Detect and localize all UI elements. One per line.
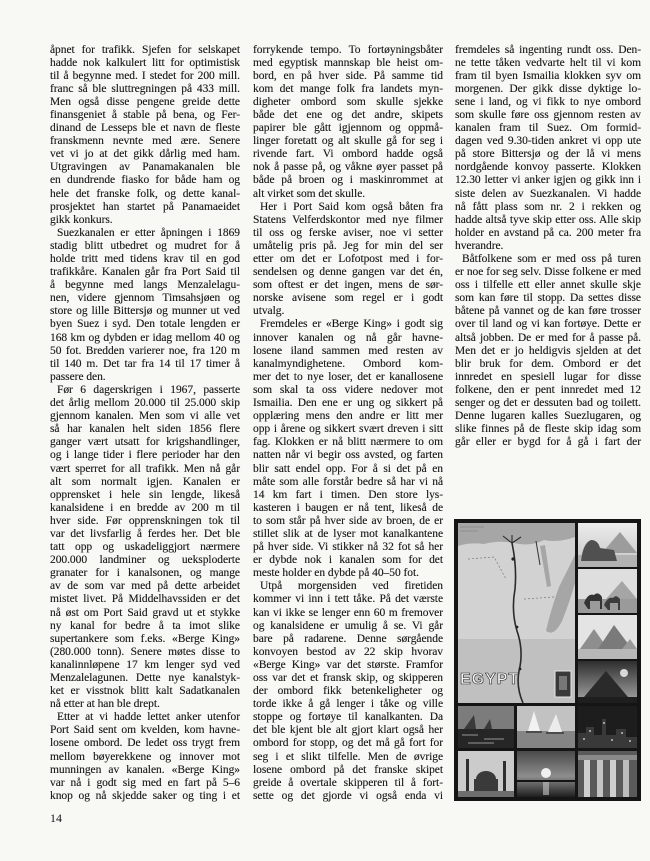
text-line: holder en avstand på ca. 200 meter fra xyxy=(455,226,641,239)
text-line: rivende fart. Vi ombord hadde også xyxy=(253,148,443,161)
text-line: til å begynne med. I stedet for 200 mill. xyxy=(50,69,240,82)
collage-graphic xyxy=(454,519,641,801)
text-line: så har kanalen helt siden 1856 flere xyxy=(50,423,240,436)
text-line: kanalsidene i en bredde av 200 m til xyxy=(50,501,240,514)
text-line: morgenen. Der gikk disse dyktige lo- xyxy=(455,82,641,95)
text-line: som oftest er det ingen, mens de sør- xyxy=(253,279,443,292)
text-line: (280.000 tonn). Senere møtes disse to xyxy=(50,645,240,658)
text-line: opplæring mens den andre er litt mer xyxy=(253,410,443,423)
text-line: meste holder en dybde på 40–50 fot. xyxy=(253,567,419,580)
text-line: båtene på vannet og de kan føre trosser xyxy=(455,305,641,318)
text-line: slike finnes på de fleste skip idag som xyxy=(455,423,641,436)
text-line: nordgående konvoy passerte. Klokken xyxy=(455,161,641,174)
paragraph xyxy=(455,253,641,449)
photo-pyramids xyxy=(578,615,637,659)
text-line: hverandre. xyxy=(455,239,504,252)
column-2 xyxy=(253,44,443,803)
text-line: kommer vi inn i tett tåke. På det værste xyxy=(253,593,443,606)
text-line: ganger vært utsatt for krigshandlinger, xyxy=(50,436,240,449)
text-line: sendelsen og denne gangen var det én, xyxy=(253,266,443,279)
text-line: stoppe og fortøye til kanalkanten. Da xyxy=(253,711,443,724)
text-line: fremdeles så ingenting rundt oss. Den- xyxy=(455,43,641,56)
text-line: 200.000 landminer og ueksploderte xyxy=(50,554,240,567)
text-line: digheter ombord som skulle sjekke xyxy=(253,95,443,108)
text-line: Suezkanalen er etter åpningen i 1869 xyxy=(57,226,240,239)
paragraph xyxy=(253,201,443,319)
egypt-map xyxy=(458,523,575,703)
text-line: hver side. Før opprenskningen tok til xyxy=(50,514,240,527)
text-line: granater for i kanalsonen, og mange xyxy=(50,567,240,580)
text-line: mer det to nye loser, det er kanallosene xyxy=(253,370,443,383)
text-line: oss i tilfelle ett eller annet skulle skje xyxy=(455,279,641,292)
text-line: mistet livet. På Middelhavssiden er det xyxy=(50,593,240,606)
text-line: umåtelig pris på. Jeg for min del ser xyxy=(253,239,443,252)
text-line: munningen av kanalen. «Berge King» xyxy=(50,763,240,776)
column-3 xyxy=(455,44,641,450)
text-line: måte som alle forstår bedre så har vi nå xyxy=(253,475,443,488)
text-line: stillet slik at de lyser mot kanalkantene xyxy=(253,527,443,540)
text-line: nen, videre gjennom Timsahsjøen og xyxy=(50,292,240,305)
text-line: det ble kjent ble alt gjort klart også her xyxy=(253,724,443,737)
text-line: losene ombord. De ledet oss trygt frem xyxy=(50,737,240,750)
text-line: både på broen og i maskinrommet at xyxy=(253,174,443,187)
text-line: å begynne med langs Menzalelagu- xyxy=(50,279,240,292)
text-line: losene ombord på det franske skipet xyxy=(253,763,443,776)
text-line: linger foretatt og alt skulle gå for seg i xyxy=(253,135,443,148)
text-line: franskmenn nevnte med ære. Senere xyxy=(50,135,240,148)
text-line: dinand de Lesseps ble et navn de fleste xyxy=(50,122,240,135)
paragraph xyxy=(50,227,240,384)
photo-sunset xyxy=(517,751,575,797)
text-line: passere den. xyxy=(50,370,106,383)
text-line: blir bruk for dem. Ombord er det xyxy=(455,357,641,370)
text-line: sene i land, og vi fikk to nye ombord xyxy=(455,95,641,108)
text-line: dagen ved 9.30-tiden ankret vi opp ute xyxy=(455,135,641,148)
text-line: innover kanalen og nå går havne- xyxy=(253,331,443,344)
text-line: gjennom kanalen. Men som vi alle vet xyxy=(50,410,240,423)
text-line: det årlig mellom 20.000 til 25.000 skip xyxy=(50,397,240,410)
text-line: bord, en på hver side. På samme tid xyxy=(253,69,443,82)
text-line: kan vi ikke se lenger enn 60 m fremover xyxy=(253,606,443,619)
text-line: vet vi jo at det gikk dårlig med ham. xyxy=(50,148,240,161)
text-line: Utpå morgensiden ved firetiden xyxy=(260,580,443,593)
text-line: etter om det er Lofotpost med i for- xyxy=(253,253,443,265)
text-line: vært sperret for all trafikk. Men nå går xyxy=(50,462,240,475)
text-line: «Berge King» var det største. Framfor xyxy=(253,658,443,671)
text-line: folkene, den er pent innredet med 12 xyxy=(455,383,641,396)
text-line: Menzalelagunen. Dette nye kanalstyk- xyxy=(50,672,240,684)
text-line: nå øst om Port Said gravd ut et stykke xyxy=(50,606,240,619)
text-line: alt som normalt igjen. Kanalen er xyxy=(50,475,240,488)
text-line: utvalg. xyxy=(253,305,285,318)
text-line: er noe for seg selv. Disse folkene er med xyxy=(455,266,641,279)
paragraph xyxy=(455,44,641,254)
photo-mosque xyxy=(458,751,514,797)
photo-city-night xyxy=(578,706,637,748)
text-line: store og lille Bittersjø og munner ut ved xyxy=(50,305,240,318)
text-line: kanalmyndighetene. Ombord kom- xyxy=(253,357,443,370)
photo-pyramid-dusk xyxy=(578,661,637,703)
text-line: mellom bøyerekkene og innover mot xyxy=(50,750,240,763)
text-line: franc så ble sluttregningen på 433 mill. xyxy=(50,82,240,95)
text-line: kanalinnløpene 17 km lenger syd ved xyxy=(50,658,240,671)
text-line: supertankere som f.eks. «Berge King» xyxy=(50,632,240,645)
text-line: Fremdeles er «Berge King» i godt sig xyxy=(260,318,443,331)
text-line: går eller er bygd for å gå i fart der xyxy=(455,436,641,449)
text-line: over til land og vi kan fortøye. Dette er xyxy=(455,318,641,331)
text-line: av de som var med på dette arbeidet xyxy=(50,580,240,593)
text-line: nok å passe på, og våkne øyer passet på xyxy=(253,161,443,174)
photo-sphinx xyxy=(578,523,637,567)
text-line: til oss og ferske aviser, noe vi setter xyxy=(253,226,443,239)
text-line: oss var det et fransk skip, og skipperen xyxy=(253,672,443,684)
text-line: Her i Port Said kom også båten fra xyxy=(260,200,443,213)
text-line: gikk konkurs. xyxy=(50,213,113,226)
text-line: og i lange tider i flere perioder har den xyxy=(50,449,240,462)
text-line: var nå i godt sig med en fart på 5–6 xyxy=(50,776,240,789)
text-line: Men det er jo heldigvis sjelden at det xyxy=(455,344,641,357)
text-line: der ombord fikk betenkeligheter og xyxy=(253,685,443,698)
text-line: finansgeniet å stable på bena, og Fer- xyxy=(50,108,240,121)
text-line: og kanalsidene er umulig å se. Vi går xyxy=(253,619,443,632)
text-line: på store Bittersjø og der lå vi mens xyxy=(455,148,641,161)
text-line: hadde nok kalkulert litt for optimistisk xyxy=(50,56,240,69)
text-line: Men også disse pengene greide dette xyxy=(50,95,240,108)
text-line: kanalen fram til Suez. Om formid- xyxy=(455,122,641,135)
text-line: prosjektet han startet på Panamaeidet xyxy=(50,200,240,213)
text-line: opp i årene og sikkert svært dreven i sitt xyxy=(253,423,443,436)
text-line: papirer ble gått igjennom og oppmå- xyxy=(253,122,443,135)
text-line: Statens Velferdskontor med nye filmer xyxy=(253,213,443,226)
text-line: en dundrende fiasko for både ham og xyxy=(50,174,240,187)
text-line: alt virket som det skulle. xyxy=(253,187,366,200)
text-line: som skulle føre oss gjennom resten av xyxy=(455,108,641,121)
text-line: trafikkåre. Kanalen går fra Port Said til xyxy=(50,266,240,279)
text-line: ny kanal for bedre å ta imot slike xyxy=(50,619,240,632)
text-line: Båtfolkene som er med oss på turen xyxy=(462,253,641,265)
text-line: ombord for stopp, og det må gå fort for xyxy=(253,737,443,750)
text-line: nå etter at han ble drept. xyxy=(50,698,160,711)
text-line: hele det franske folk, og dette kanal- xyxy=(50,187,240,200)
text-line: innredet en spesiell lugar for disse xyxy=(455,370,641,383)
text-line: seg i et slikt tilfelle. Men de øvrige xyxy=(253,750,443,763)
text-line: Port Said sent om kvelden, kom havne- xyxy=(50,724,240,737)
text-line: Etter at vi hadde lettet anker utenfor xyxy=(57,711,240,724)
text-line: 50 fot. Bredden varierer noe, fra 120 m xyxy=(50,344,240,357)
text-line: knop og nå skjedde saker og ting i et xyxy=(50,789,240,802)
text-line: ket er visstnok blitt kalt Sadatkanalen xyxy=(50,685,240,698)
photo-harbour xyxy=(458,706,514,748)
text-line: tatt opp og uskadeliggjort nærmere xyxy=(50,541,240,554)
text-line: fag. Klokken er nå blitt nærmere to om xyxy=(253,436,443,449)
text-line: Ismailia. Den ene er ung og sikkert på xyxy=(253,397,443,410)
text-line: var det livsfarlig å ferdes her. Det ble xyxy=(50,527,240,540)
photo-camels xyxy=(578,569,637,613)
text-line: på hver side. Vi stikker nå 32 fot så her xyxy=(253,541,443,554)
paragraph xyxy=(253,44,443,201)
paragraph xyxy=(253,580,443,803)
text-line: holde tritt med tidens krav til en god xyxy=(50,253,240,265)
paragraph xyxy=(50,44,240,227)
photo-temple xyxy=(578,751,637,797)
text-line: konvoyen bestod av 22 skip hvorav xyxy=(253,645,443,658)
text-line: byen Suez i syd. Den totale lengden er xyxy=(50,318,240,331)
map-label: EGYPT xyxy=(460,671,520,688)
text-line: 168 km og dybden er idag mellom 40 og xyxy=(50,331,240,344)
text-line: bare på radarene. Denne sørgående xyxy=(253,632,443,645)
text-line: sette og det gjorde vi også enda vi xyxy=(253,789,443,802)
text-line: til 140 m. Det tar fra 14 til 17 timer å xyxy=(50,357,240,370)
text-line: to som står på hver side av broen, de er xyxy=(253,514,443,527)
text-line: stadig blitt utbedret og mudret for å xyxy=(50,239,240,252)
photo-feluccas xyxy=(517,706,575,748)
text-line: som skal ta oss videre nedover mot xyxy=(253,383,443,396)
text-line: hadde altså tyve skip etter oss. Alle skip xyxy=(455,213,641,226)
text-line: senger og det er dessuten bad og toilett. xyxy=(455,397,641,410)
text-line: losene iland sammen med resten av xyxy=(253,344,443,357)
text-line: blir satt endel opp. For å si det på en xyxy=(253,462,443,475)
text-line: greide å overtale skipperen til å fort- xyxy=(253,776,443,789)
paragraph xyxy=(50,384,240,711)
text-line: Denne lugaren kalles Suezlugaren, og xyxy=(455,410,641,423)
text-line: fram til byen Ismailia klokken syv om xyxy=(455,69,641,82)
column-1 xyxy=(50,44,240,803)
text-line: er dybde nok i kanalen som for det xyxy=(253,554,443,567)
page-number: 14 xyxy=(50,811,62,825)
text-line: kasteren i baugen er nå tent, likeså de xyxy=(253,501,443,514)
text-line: 14 km fart i timen. Den store lys- xyxy=(253,488,443,501)
text-line: som kan føre til stopp. Da settes disse xyxy=(455,292,641,305)
text-line: kom det mange folk fra landets myn- xyxy=(253,82,443,95)
text-line: opprensket i hele sin lengde, likeså xyxy=(50,488,240,501)
paragraph xyxy=(50,711,240,803)
egypt-photo-collage xyxy=(454,519,641,801)
text-line: altså jobben. De er med for å passe på. xyxy=(455,331,641,344)
text-line: forrykende tempo. To fortøyningsbåter xyxy=(253,43,443,56)
text-line: åpnet for trafikk. Sjefen for selskapet xyxy=(50,43,240,56)
text-line: norske avisene som regel er i godt xyxy=(253,292,443,305)
paragraph xyxy=(253,318,443,580)
text-line: nå fått plass som nr. 2 i rekken og xyxy=(455,200,641,213)
text-line: både det ene og det andre, skipets xyxy=(253,108,443,121)
text-line: ne tette tåken vedvarte helt til vi kom xyxy=(455,56,641,69)
text-line: natten når vi begir oss avsted, og farten xyxy=(253,449,443,462)
text-line: siste delen av Suezkanalen. Vi hadde xyxy=(455,187,641,200)
text-line: Før 6 dagerskrigen i 1967, passerte xyxy=(57,383,240,396)
text-line: med egyptisk mannskap ble heist om- xyxy=(253,56,443,69)
text-line: Utgravingen av Panamakanalen ble xyxy=(50,161,240,174)
text-line: 12.30 letter vi anker igjen og gikk inn i xyxy=(455,174,641,187)
text-line: torde ikke å gå lenger i tåke og ville xyxy=(253,698,443,711)
